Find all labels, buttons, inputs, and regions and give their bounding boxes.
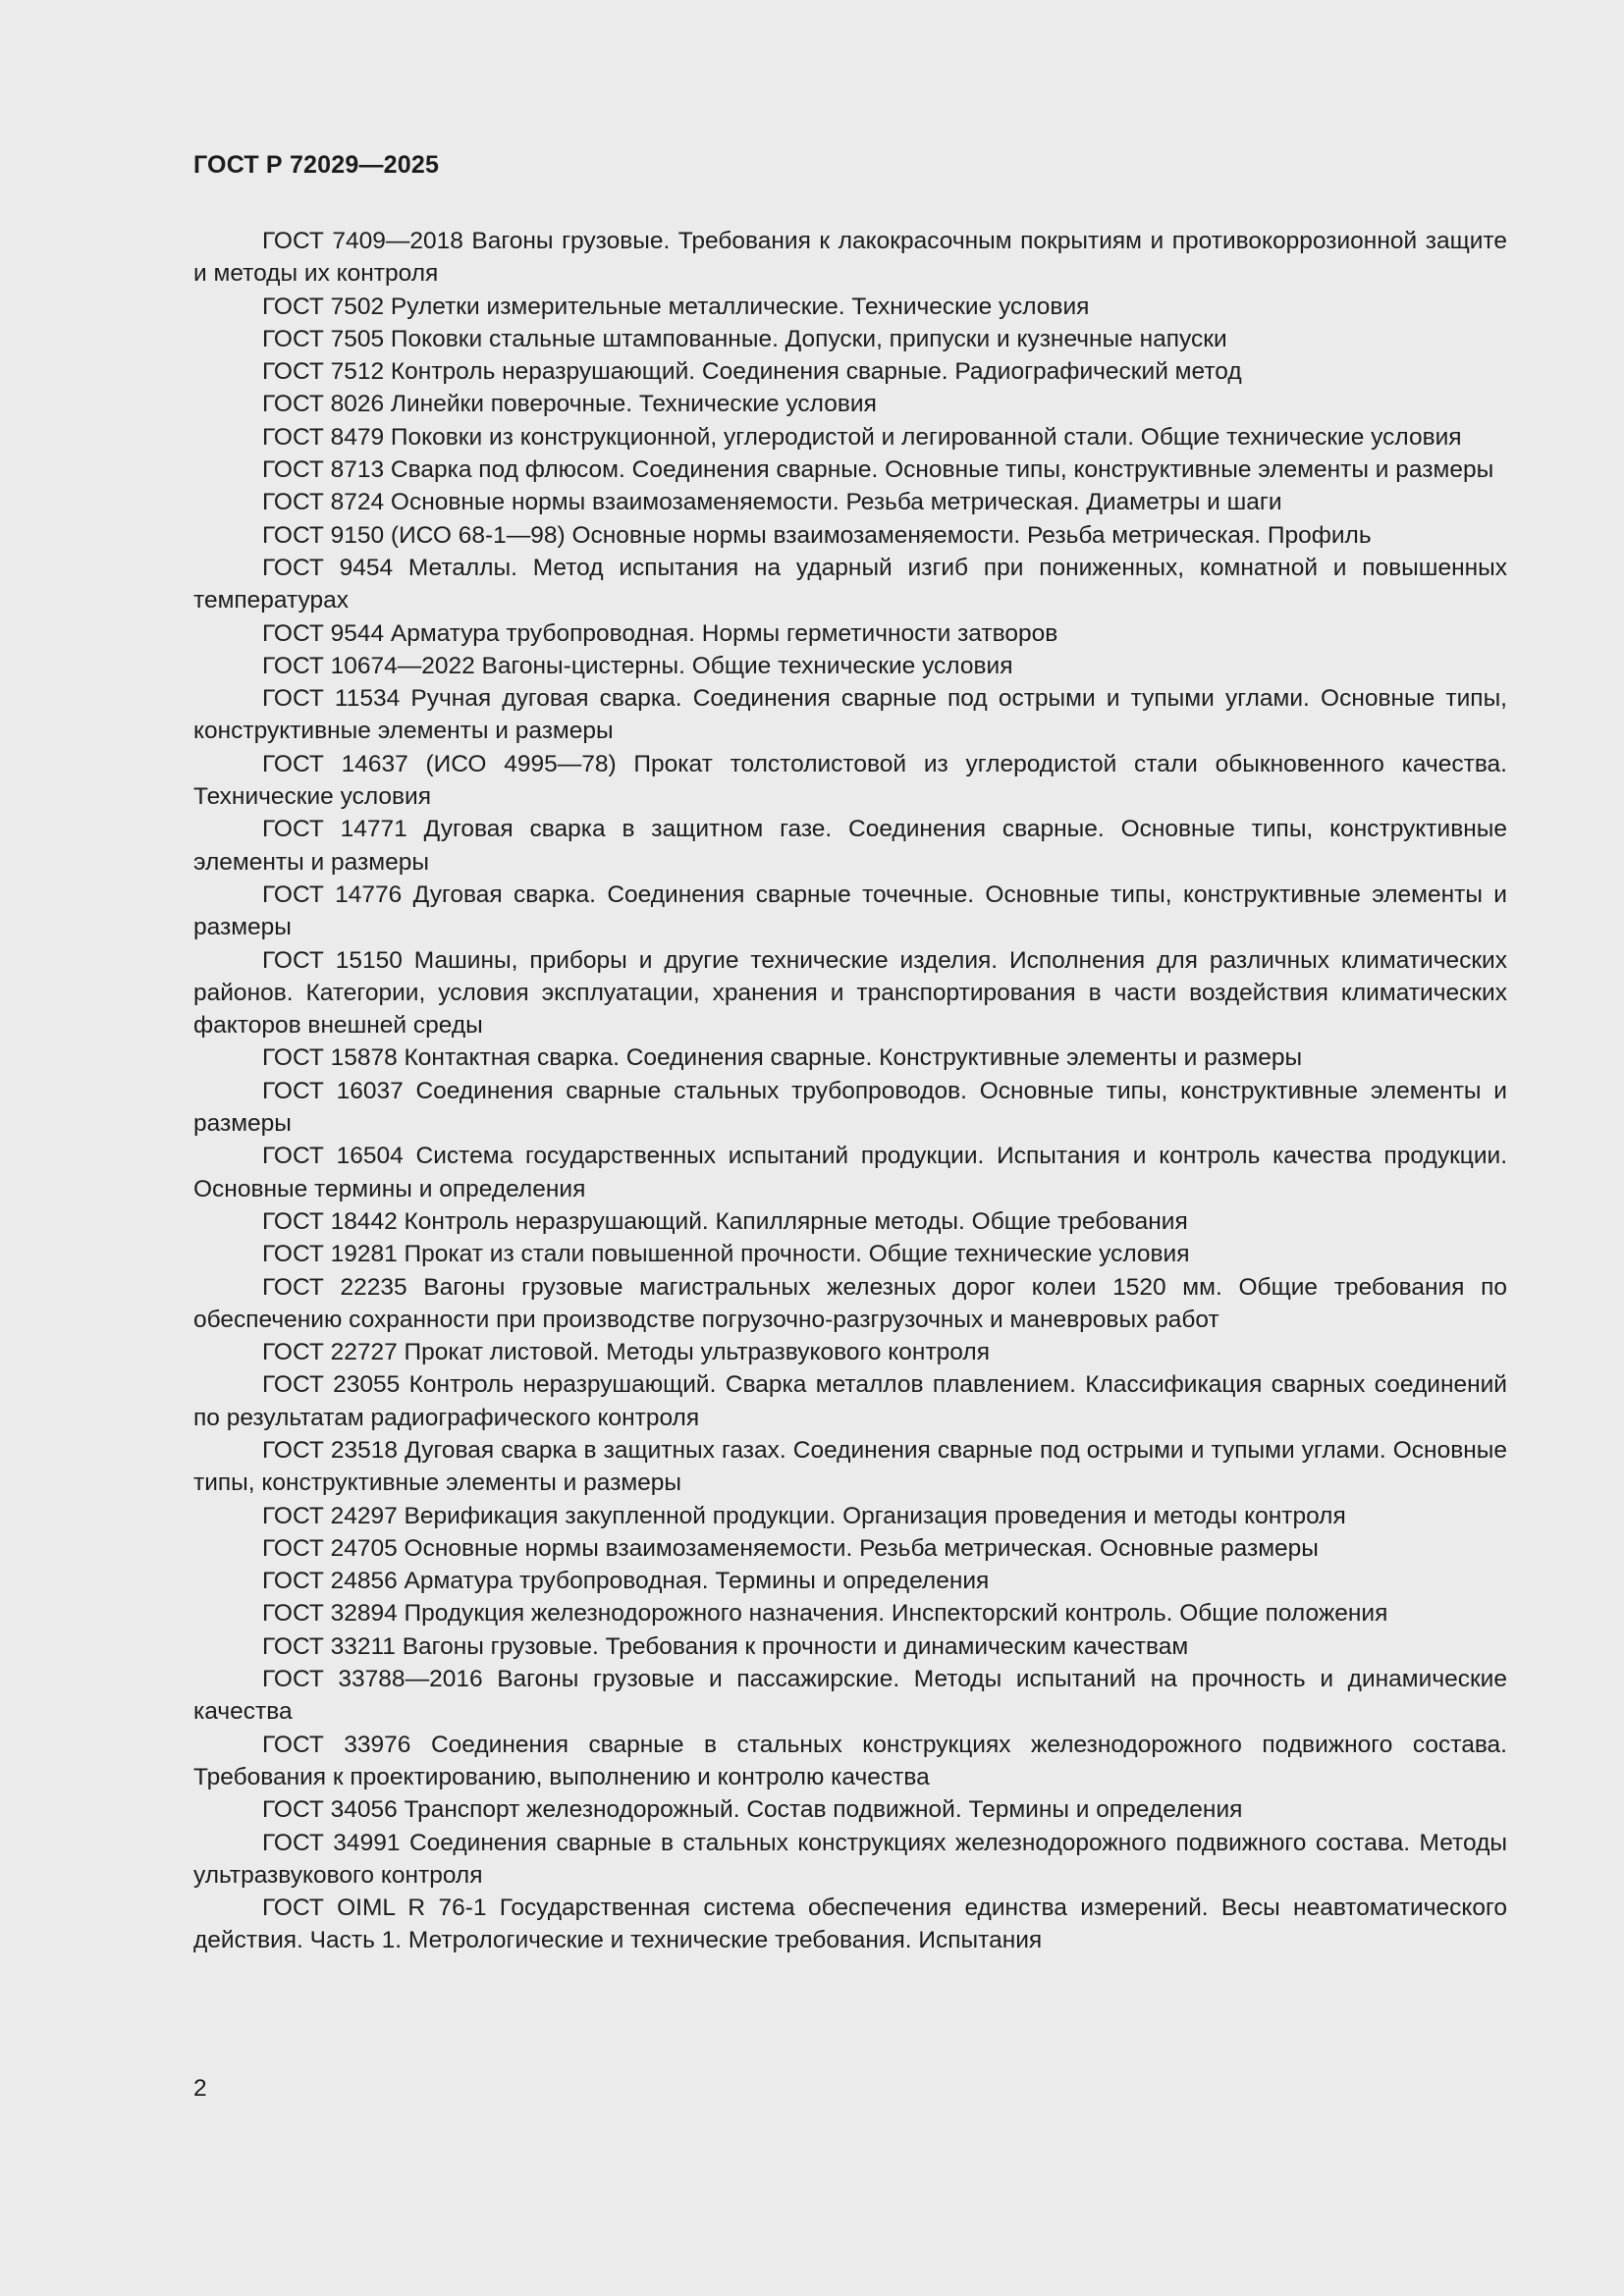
reference-item: ГОСТ 9454 Металлы. Метод испытания на ударный изгиб при пониженных, комнатной и повышенных температурах — [193, 554, 1507, 614]
reference-item: ГОСТ 14637 (ИСО 4995—78) Прокат толстолистовой из углеродистой стали обыкновенного качества. Технические условия — [193, 750, 1507, 811]
reference-item: ГОСТ 7409—2018 Вагоны грузовые. Требования к лакокрасочным покрытиям и противокоррозионной защите и методы их контроля — [193, 228, 1507, 288]
reference-item: ГОСТ 22727 Прокат листовой. Методы ультразвукового контроля — [262, 1339, 990, 1366]
reference-item: ГОСТ 33211 Вагоны грузовые. Требования к прочности и динамическим качествам — [262, 1632, 1189, 1660]
reference-item: ГОСТ 18442 Контроль неразрушающий. Капиллярные методы. Общие требования — [262, 1207, 1188, 1235]
reference-item: ГОСТ 8713 Сварка под флюсом. Соединения сварные. Основные типы, конструктивные элементы и размеры — [262, 456, 1494, 484]
reference-item: ГОСТ 24705 Основные нормы взаимозаменяемости. Резьба метрическая. Основные размеры — [262, 1534, 1319, 1562]
reference-item: ГОСТ 7512 Контроль неразрушающий. Соединения сварные. Радиографический метод — [262, 358, 1242, 386]
document-id-header: ГОСТ Р 72029—2025 — [193, 151, 440, 179]
reference-item: ГОСТ 8724 Основные нормы взаимозаменяемости. Резьба метрическая. Диаметры и шаги — [262, 489, 1282, 516]
reference-item: ГОСТ 33788—2016 Вагоны грузовые и пассажирские. Методы испытаний на прочность и динамические качества — [193, 1666, 1507, 1726]
reference-item: ГОСТ 16037 Соединения сварные стальных трубопроводов. Основные типы, конструктивные элементы и размеры — [193, 1077, 1507, 1138]
page-number: 2 — [193, 2075, 207, 2102]
reference-item: ГОСТ OIML R 76-1 Государственная система обеспечения единства измерений. Весы неавтоматического действия. Часть 1. Метрологические и технические требования. Испытания — [193, 1895, 1507, 1954]
reference-item: ГОСТ 24297 Верификация закупленной продукции. Организация проведения и методы контроля — [262, 1502, 1346, 1529]
reference-item: ГОСТ 9544 Арматура трубопроводная. Нормы герметичности затворов — [262, 619, 1058, 647]
reference-item: ГОСТ 32894 Продукция железнодорожного назначения. Инспекторский контроль. Общие положения — [262, 1600, 1388, 1628]
reference-item: ГОСТ 7505 Поковки стальные штампованные. Допуски, припуски и кузнечные напуски — [262, 325, 1227, 352]
reference-item: ГОСТ 16504 Система государственных испытаний продукции. Испытания и контроль качества продукции. Основные термины и определения — [193, 1143, 1507, 1202]
reference-item: ГОСТ 23055 Контроль неразрушающий. Сварка металлов плавлением. Классификация сварных соединений по результатам радиографического контроля — [193, 1371, 1507, 1431]
reference-item: ГОСТ 24856 Арматура трубопроводная. Термины и определения — [262, 1568, 990, 1595]
normative-references-list — [193, 225, 1507, 1957]
reference-item: ГОСТ 23518 Дуговая сварка в защитных газах. Соединения сварные под острыми и тупыми углами. Основные типы, конструктивные элементы и размеры — [193, 1436, 1507, 1497]
reference-item: ГОСТ 15878 Контактная сварка. Соединения сварные. Конструктивные элементы и размеры — [262, 1044, 1303, 1072]
reference-item: ГОСТ 14776 Дуговая сварка. Соединения сварные точечные. Основные типы, конструктивные элементы и размеры — [193, 881, 1507, 941]
reference-item: ГОСТ 14771 Дуговая сварка в защитном газе. Соединения сварные. Основные типы, конструктивные элементы и размеры — [193, 816, 1507, 876]
reference-item: ГОСТ 34991 Соединения сварные в стальных конструкциях железнодорожного подвижного состава. Методы ультразвукового контроля — [193, 1829, 1507, 1889]
reference-item: ГОСТ 9150 (ИСО 68-1—98) Основные нормы взаимозаменяемости. Резьба метрическая. Профиль — [262, 521, 1372, 549]
reference-item: ГОСТ 19281 Прокат из стали повышенной прочности. Общие технические условия — [262, 1241, 1190, 1268]
reference-item: ГОСТ 11534 Ручная дуговая сварка. Соединения сварные под острыми и тупыми углами. Основные типы, конструктивные элементы и размеры — [193, 685, 1507, 745]
reference-item: ГОСТ 8026 Линейки поверочные. Технические условия — [262, 391, 877, 418]
reference-item: ГОСТ 33976 Соединения сварные в стальных конструкциях железнодорожного подвижного состава. Требования к проектированию, выполнению и контролю качества — [193, 1731, 1507, 1790]
reference-item: ГОСТ 10674—2022 Вагоны-цистерны. Общие технические условия — [262, 652, 1013, 679]
reference-item: ГОСТ 15150 Машины, приборы и другие технические изделия. Исполнения для различных климатических районов. Категории, условия эксплуатации, хранения и транспортирования в части воздействия климатических факторов внешней среды — [193, 946, 1507, 1040]
reference-item: ГОСТ 7502 Рулетки измерительные металлические. Технические условия — [262, 293, 1090, 320]
reference-item: ГОСТ 34056 Транспорт железнодорожный. Состав подвижной. Термины и определения — [262, 1796, 1243, 1824]
reference-item: ГОСТ 22235 Вагоны грузовые магистральных железных дорог колеи 1520 мм. Общие требования по обеспечению сохранности при производстве погрузочно-разгрузочных и маневровых работ — [193, 1273, 1507, 1333]
reference-item: ГОСТ 8479 Поковки из конструкционной, углеродистой и легированной стали. Общие технические условия — [262, 423, 1462, 451]
